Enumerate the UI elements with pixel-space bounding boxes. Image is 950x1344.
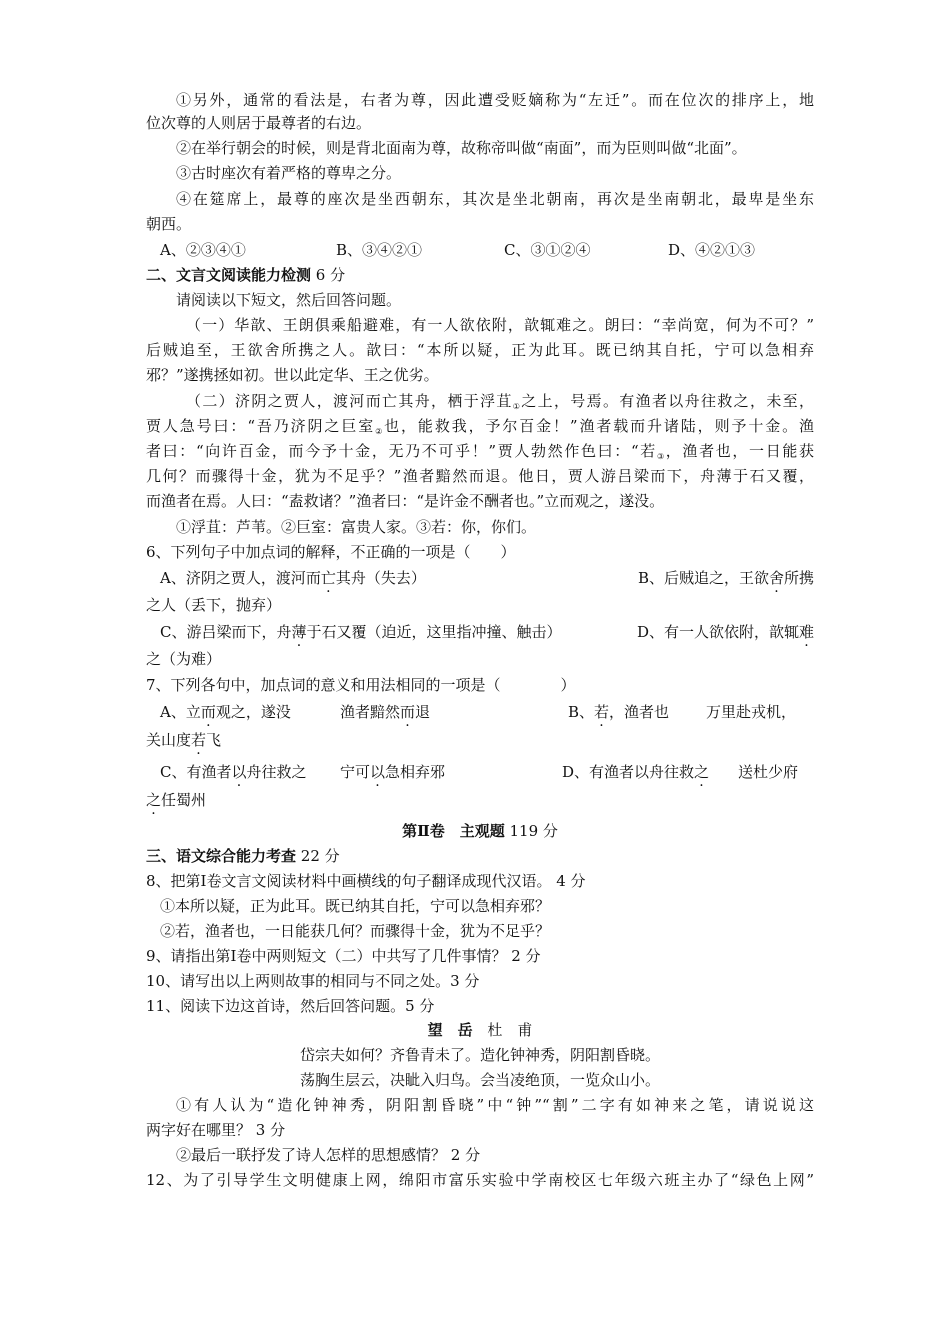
option-text: 退 bbox=[415, 703, 431, 721]
poem-author: 杜 甫 bbox=[487, 1021, 533, 1039]
section3-score: 22 分 bbox=[300, 847, 340, 865]
dotted-word: 若 bbox=[594, 703, 610, 721]
dotted-word: 以 bbox=[231, 763, 247, 781]
passage2-line-4: 几何？而骤得十金，犹为不足乎？”渔者黯然而退。他日，贾人游吕梁而下，舟薄于石又覆， bbox=[146, 467, 814, 485]
option-text: A、济阴之贾人，渡河而 bbox=[160, 569, 321, 587]
option-text: 关山度 bbox=[146, 731, 192, 749]
q12: 12、为了引导学生文明健康上网，绵阳市富乐实验中学南校区七年级六班主办了“绿色上网” bbox=[146, 1171, 814, 1189]
q6-option-b bbox=[638, 568, 814, 588]
section2-heading: 二、文言文阅读能力检测 bbox=[146, 266, 312, 284]
q7-option-d1 bbox=[562, 762, 709, 782]
poem-title: 望 岳 bbox=[427, 1021, 473, 1039]
dotted-word: 若 bbox=[191, 731, 207, 749]
q11-stem: 11、阅读下边这首诗，然后回答问题。5 分 bbox=[146, 997, 435, 1015]
q6-stem: 6、下列句子中加点词的解释，不正确的一项是（ ） bbox=[146, 543, 516, 561]
passage2-line-1 bbox=[186, 391, 814, 417]
section2-intro: 请阅读以下短文，然后回答问题。 bbox=[176, 291, 402, 309]
option-text: B、后贼追之，王欲 bbox=[637, 569, 769, 587]
q8-sentence-2: ②若，渔者也，一日能获几何？而骤得十金，犹为不足乎？ bbox=[160, 922, 551, 940]
poem-title-line bbox=[146, 1020, 814, 1040]
option-text: D、有一人欲依附，歆辄 bbox=[636, 623, 799, 641]
q10: 10、请写出以上两则故事的相同与不同之处。3 分 bbox=[146, 972, 480, 990]
part2-title bbox=[146, 821, 814, 841]
q11-sub-1-cont: 两字好在哪里？ 3 分 bbox=[146, 1121, 286, 1139]
q5-option-b: B、③④②① bbox=[336, 241, 423, 259]
q7-option-b-cont bbox=[146, 730, 814, 750]
q7-option-b2: 万里赴戎机， bbox=[706, 703, 797, 721]
q8-stem: 8、把第Ⅰ卷文言文阅读材料中画横线的句子翻译成现代汉语。 4 分 bbox=[146, 872, 586, 890]
dotted-word: 之 bbox=[146, 791, 162, 809]
q5-option-a: A、②③④① bbox=[160, 241, 246, 259]
option-text: 宁可 bbox=[340, 763, 371, 781]
passage1-line-3: 邪？”遂携拯如初。世以此定华、王之优劣。 bbox=[146, 366, 439, 384]
q5-item-1: ①另外，通常的看法是，右者为尊，因此遭受贬嫡称为“左迁”。而在位次的排序上，地 bbox=[176, 91, 814, 109]
option-text: 所携 bbox=[783, 569, 814, 587]
q7-option-d2: 送杜少府 bbox=[738, 763, 799, 781]
option-text: 任蜀州 bbox=[161, 791, 207, 809]
q6-options-cd bbox=[160, 622, 814, 642]
section3-header bbox=[146, 846, 814, 866]
passage2-line-5: 而渔者在焉。人曰：“盍救诸？”渔者曰：“是许金不酬者也。”立而观之，遂没。 bbox=[146, 492, 665, 510]
q6-option-c bbox=[160, 622, 562, 642]
passage2-text: （二）济阴之贾人，渡河而亡其舟，栖于浮苴 bbox=[186, 392, 513, 410]
q7-option-a2 bbox=[340, 702, 430, 722]
passage1-line-1: （一）华歆、王朗俱乘船避难，有一人欲依附，歆辄难之。朗曰：“幸尚宽，何为不可？” bbox=[186, 316, 814, 334]
dotted-word: 薄 bbox=[291, 623, 307, 641]
poem-line-1: 岱宗夫如何？齐鲁青未了。造化钟神秀，阴阳割昏晓。 bbox=[299, 1046, 660, 1064]
passage2-text: 贾人急号曰：“吾乃济阴之巨室 bbox=[146, 417, 376, 435]
part2-score: 119 分 bbox=[509, 822, 558, 840]
q11-sub-1: ①有人认为“造化钟神秀，阴阳割昏晓”中“钟”“割”二字有如神来之笔，请说说这 bbox=[176, 1096, 814, 1114]
q7-option-b1 bbox=[568, 702, 669, 722]
q6-option-d-cont: 之（为难） bbox=[146, 650, 222, 668]
q6-option-a bbox=[160, 568, 426, 588]
passage2-text: 也，能救我，予尔百金！”渔者载而升诸陆，则予十金。渔 bbox=[384, 417, 815, 435]
dotted-word: 亡 bbox=[320, 569, 336, 587]
q7-option-a1 bbox=[160, 702, 291, 722]
passage2-text: ，渔者也，一日能获 bbox=[665, 442, 814, 460]
option-text: ，渔者也 bbox=[609, 703, 670, 721]
footnote-marker-1: ① bbox=[512, 402, 522, 411]
option-text: 舟往救之 bbox=[246, 763, 307, 781]
q6-options-ab bbox=[160, 568, 814, 588]
section2-score: 6 分 bbox=[315, 266, 346, 284]
section3-heading: 三、语文综合能力考查 bbox=[146, 847, 297, 865]
dotted-word: 舍 bbox=[768, 569, 784, 587]
option-text: D、有渔者以舟往救 bbox=[562, 763, 695, 781]
q7-option-c2 bbox=[340, 762, 445, 782]
dotted-word: 之 bbox=[694, 763, 710, 781]
option-text: 渔者黯然 bbox=[340, 703, 401, 721]
dotted-word: 难 bbox=[798, 623, 814, 641]
q8-sentence-1: ①本所以疑，正为此耳。既已纳其自托，宁可以急相弃邪？ bbox=[160, 897, 551, 915]
option-text: 急相弃邪 bbox=[385, 763, 446, 781]
option-text: A、立 bbox=[160, 703, 201, 721]
dotted-word: 以 bbox=[370, 763, 386, 781]
q9: 9、请指出第Ⅰ卷中两则短文（二）中共写了几件事情？ 2 分 bbox=[146, 947, 541, 965]
q6-option-d bbox=[637, 622, 814, 642]
passage2-text: 者曰：“向许百金，而今予十金，无乃不可乎！”贾人勃然作色曰：“若 bbox=[146, 442, 657, 460]
q5-item-2: ②在举行朝会的时候，则是背北面南为尊，故称帝叫做“南面”，而为臣则叫做“北面”。 bbox=[176, 139, 747, 157]
dotted-word: 而 bbox=[200, 703, 216, 721]
section2-header bbox=[146, 265, 814, 285]
footnote-marker-3: ③ bbox=[656, 452, 666, 461]
q7-option-c1 bbox=[160, 762, 307, 782]
q6-option-b-cont: 之人（丢下，抛弃） bbox=[146, 596, 282, 614]
passage2-line-3 bbox=[146, 441, 814, 467]
q11-sub-2: ②最后一联抒发了诗人怎样的思想感情？ 2 分 bbox=[176, 1146, 481, 1164]
q5-item-1-cont: 位次尊的人则居于最尊者的右边。 bbox=[146, 114, 372, 132]
poem-line-2: 荡胸生层云，决眦入归鸟。会当凌绝顶，一览众山小。 bbox=[299, 1071, 660, 1089]
option-text: 于石又覆（迫近，这里指冲撞、触击） bbox=[306, 623, 562, 641]
option-text: C、有渔者 bbox=[160, 763, 232, 781]
option-text: C、游吕梁而下，舟 bbox=[160, 623, 292, 641]
option-text: 观之，遂没 bbox=[215, 703, 291, 721]
footnote-marker-2: ② bbox=[375, 427, 385, 436]
option-text: 飞 bbox=[206, 731, 222, 749]
passage2-text: 之上，号焉。有渔者以舟往救之，未至， bbox=[521, 392, 814, 410]
q5-option-d: D、④②①③ bbox=[668, 241, 756, 259]
q7-option-d-cont bbox=[146, 790, 814, 810]
q5-item-3: ③古时座次有着严格的尊卑之分。 bbox=[176, 164, 402, 182]
option-text: B、 bbox=[568, 703, 595, 721]
option-text: 其舟（失去） bbox=[335, 569, 426, 587]
q7-stem: 7、下列各句中，加点词的意义和用法相同的一项是（ ） bbox=[146, 676, 576, 694]
part2-title-text: 第Ⅱ卷 主观题 bbox=[402, 822, 505, 840]
q5-item-4-cont: 朝西。 bbox=[146, 215, 192, 233]
passage1-line-2: 后贼追至，王欲舍所携之人。歆曰：“本所以疑，正为此耳。既已纳其自托，宁可以急相弃 bbox=[146, 341, 814, 359]
q5-option-c: C、③①②④ bbox=[504, 241, 591, 259]
footnotes: ①浮苴：芦苇。②巨室：富贵人家。③若：你，你们。 bbox=[176, 518, 537, 536]
q5-item-4: ④在筵席上，最尊的座次是坐西朝东，其次是坐北朝南，再次是坐南朝北，最卑是坐东 bbox=[176, 190, 814, 208]
passage2-line-2 bbox=[146, 416, 814, 442]
dotted-word: 而 bbox=[400, 703, 416, 721]
q5-options bbox=[160, 240, 814, 260]
